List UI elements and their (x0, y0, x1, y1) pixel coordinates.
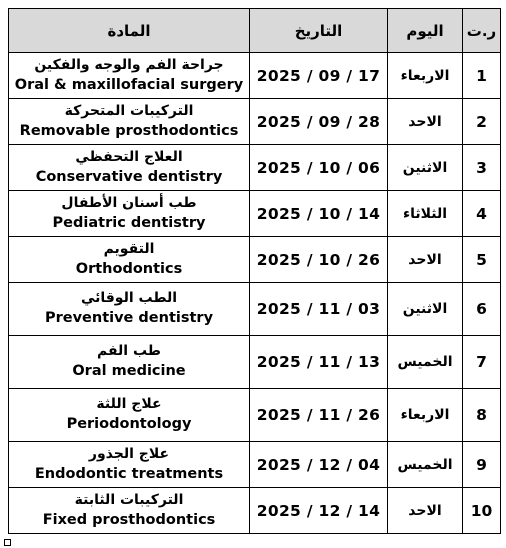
day-cell: الاربعاء (388, 389, 463, 442)
table-row (9, 283, 501, 336)
date-cell: 2025 / 11 / 13 (250, 336, 388, 389)
day-cell: الاثنين (388, 145, 463, 191)
number-cell: 7 (463, 336, 501, 389)
subject-english: Endodontic treatments (34, 465, 224, 482)
subject-arabic: طب الفم (97, 343, 161, 359)
day-cell: الاحد (388, 237, 463, 283)
date-cell: 2025 / 11 / 26 (250, 389, 388, 442)
date-cell: 2025 / 10 / 14 (250, 191, 388, 237)
header-date: التاريخ (250, 9, 388, 53)
table-row (9, 53, 501, 99)
subject-arabic: علاج اللثة (96, 396, 162, 412)
date-cell: 2025 / 10 / 06 (250, 145, 388, 191)
subject-cell (9, 99, 250, 145)
table-row (9, 237, 501, 283)
subject-cell (9, 283, 250, 336)
header-number: ر.ت (463, 9, 501, 53)
number-cell: 8 (463, 389, 501, 442)
subject-arabic: علاج الجذور (88, 445, 170, 462)
exam-schedule-sheet (8, 8, 500, 540)
day-cell: الخميس (388, 336, 463, 389)
number-cell: 6 (463, 283, 501, 336)
date-cell: 2025 / 09 / 28 (250, 99, 388, 145)
subject-cell (9, 336, 250, 389)
number-cell: 10 (463, 488, 501, 534)
subject-cell (9, 442, 250, 488)
number-cell: 2 (463, 99, 501, 145)
subject-arabic: التركيبات الثابتة (74, 491, 184, 508)
subject-arabic: جراحة الفم والوجه والفكين (34, 56, 224, 73)
subject-cell (9, 389, 250, 442)
subject-arabic: الطب الوقائي (80, 290, 178, 306)
subject-cell (9, 53, 250, 99)
day-cell: الاحد (388, 99, 463, 145)
table-row (9, 442, 501, 488)
number-cell: 9 (463, 442, 501, 488)
day-cell: الخميس (388, 442, 463, 488)
subject-arabic: طب أسنان الأطفال (61, 194, 197, 211)
date-cell: 2025 / 10 / 26 (250, 237, 388, 283)
subject-english: Oral & maxillofacial surgery (14, 76, 244, 93)
header-subject: المادة (9, 9, 250, 53)
header-row (9, 9, 501, 53)
subject-cell (9, 237, 250, 283)
exam-schedule-table (8, 8, 501, 534)
subject-cell (9, 145, 250, 191)
number-cell: 3 (463, 145, 501, 191)
selection-handle[interactable] (4, 539, 11, 546)
subject-english: Periodontology (66, 416, 192, 432)
table-row (9, 145, 501, 191)
date-cell: 2025 / 12 / 04 (250, 442, 388, 488)
number-cell: 5 (463, 237, 501, 283)
day-cell: الاثنين (388, 283, 463, 336)
header-day: اليوم (388, 9, 463, 53)
subject-arabic: العلاج التحفظي (75, 148, 183, 165)
date-cell: 2025 / 12 / 14 (250, 488, 388, 534)
subject-english: Removable prosthodontics (19, 122, 239, 139)
day-cell: الثلاثاء (388, 191, 463, 237)
day-cell: الاحد (388, 488, 463, 534)
table-row (9, 389, 501, 442)
subject-cell (9, 488, 250, 534)
number-cell: 4 (463, 191, 501, 237)
table-row (9, 488, 501, 534)
day-cell: الاربعاء (388, 53, 463, 99)
table-row (9, 191, 501, 237)
subject-english: Orthodontics (75, 260, 183, 277)
table-row (9, 99, 501, 145)
subject-arabic: التركيبات المتحركة (64, 102, 194, 119)
subject-english: Preventive dentistry (44, 310, 214, 326)
subject-english: Oral medicine (72, 363, 186, 379)
subject-english: Fixed prosthodontics (42, 511, 216, 528)
subject-english: Pediatric dentistry (52, 214, 206, 231)
subject-arabic: التقويم (103, 240, 155, 257)
date-cell: 2025 / 11 / 03 (250, 283, 388, 336)
table-row (9, 336, 501, 389)
date-cell: 2025 / 09 / 17 (250, 53, 388, 99)
subject-cell (9, 191, 250, 237)
subject-english: Conservative dentistry (35, 168, 223, 185)
number-cell: 1 (463, 53, 501, 99)
